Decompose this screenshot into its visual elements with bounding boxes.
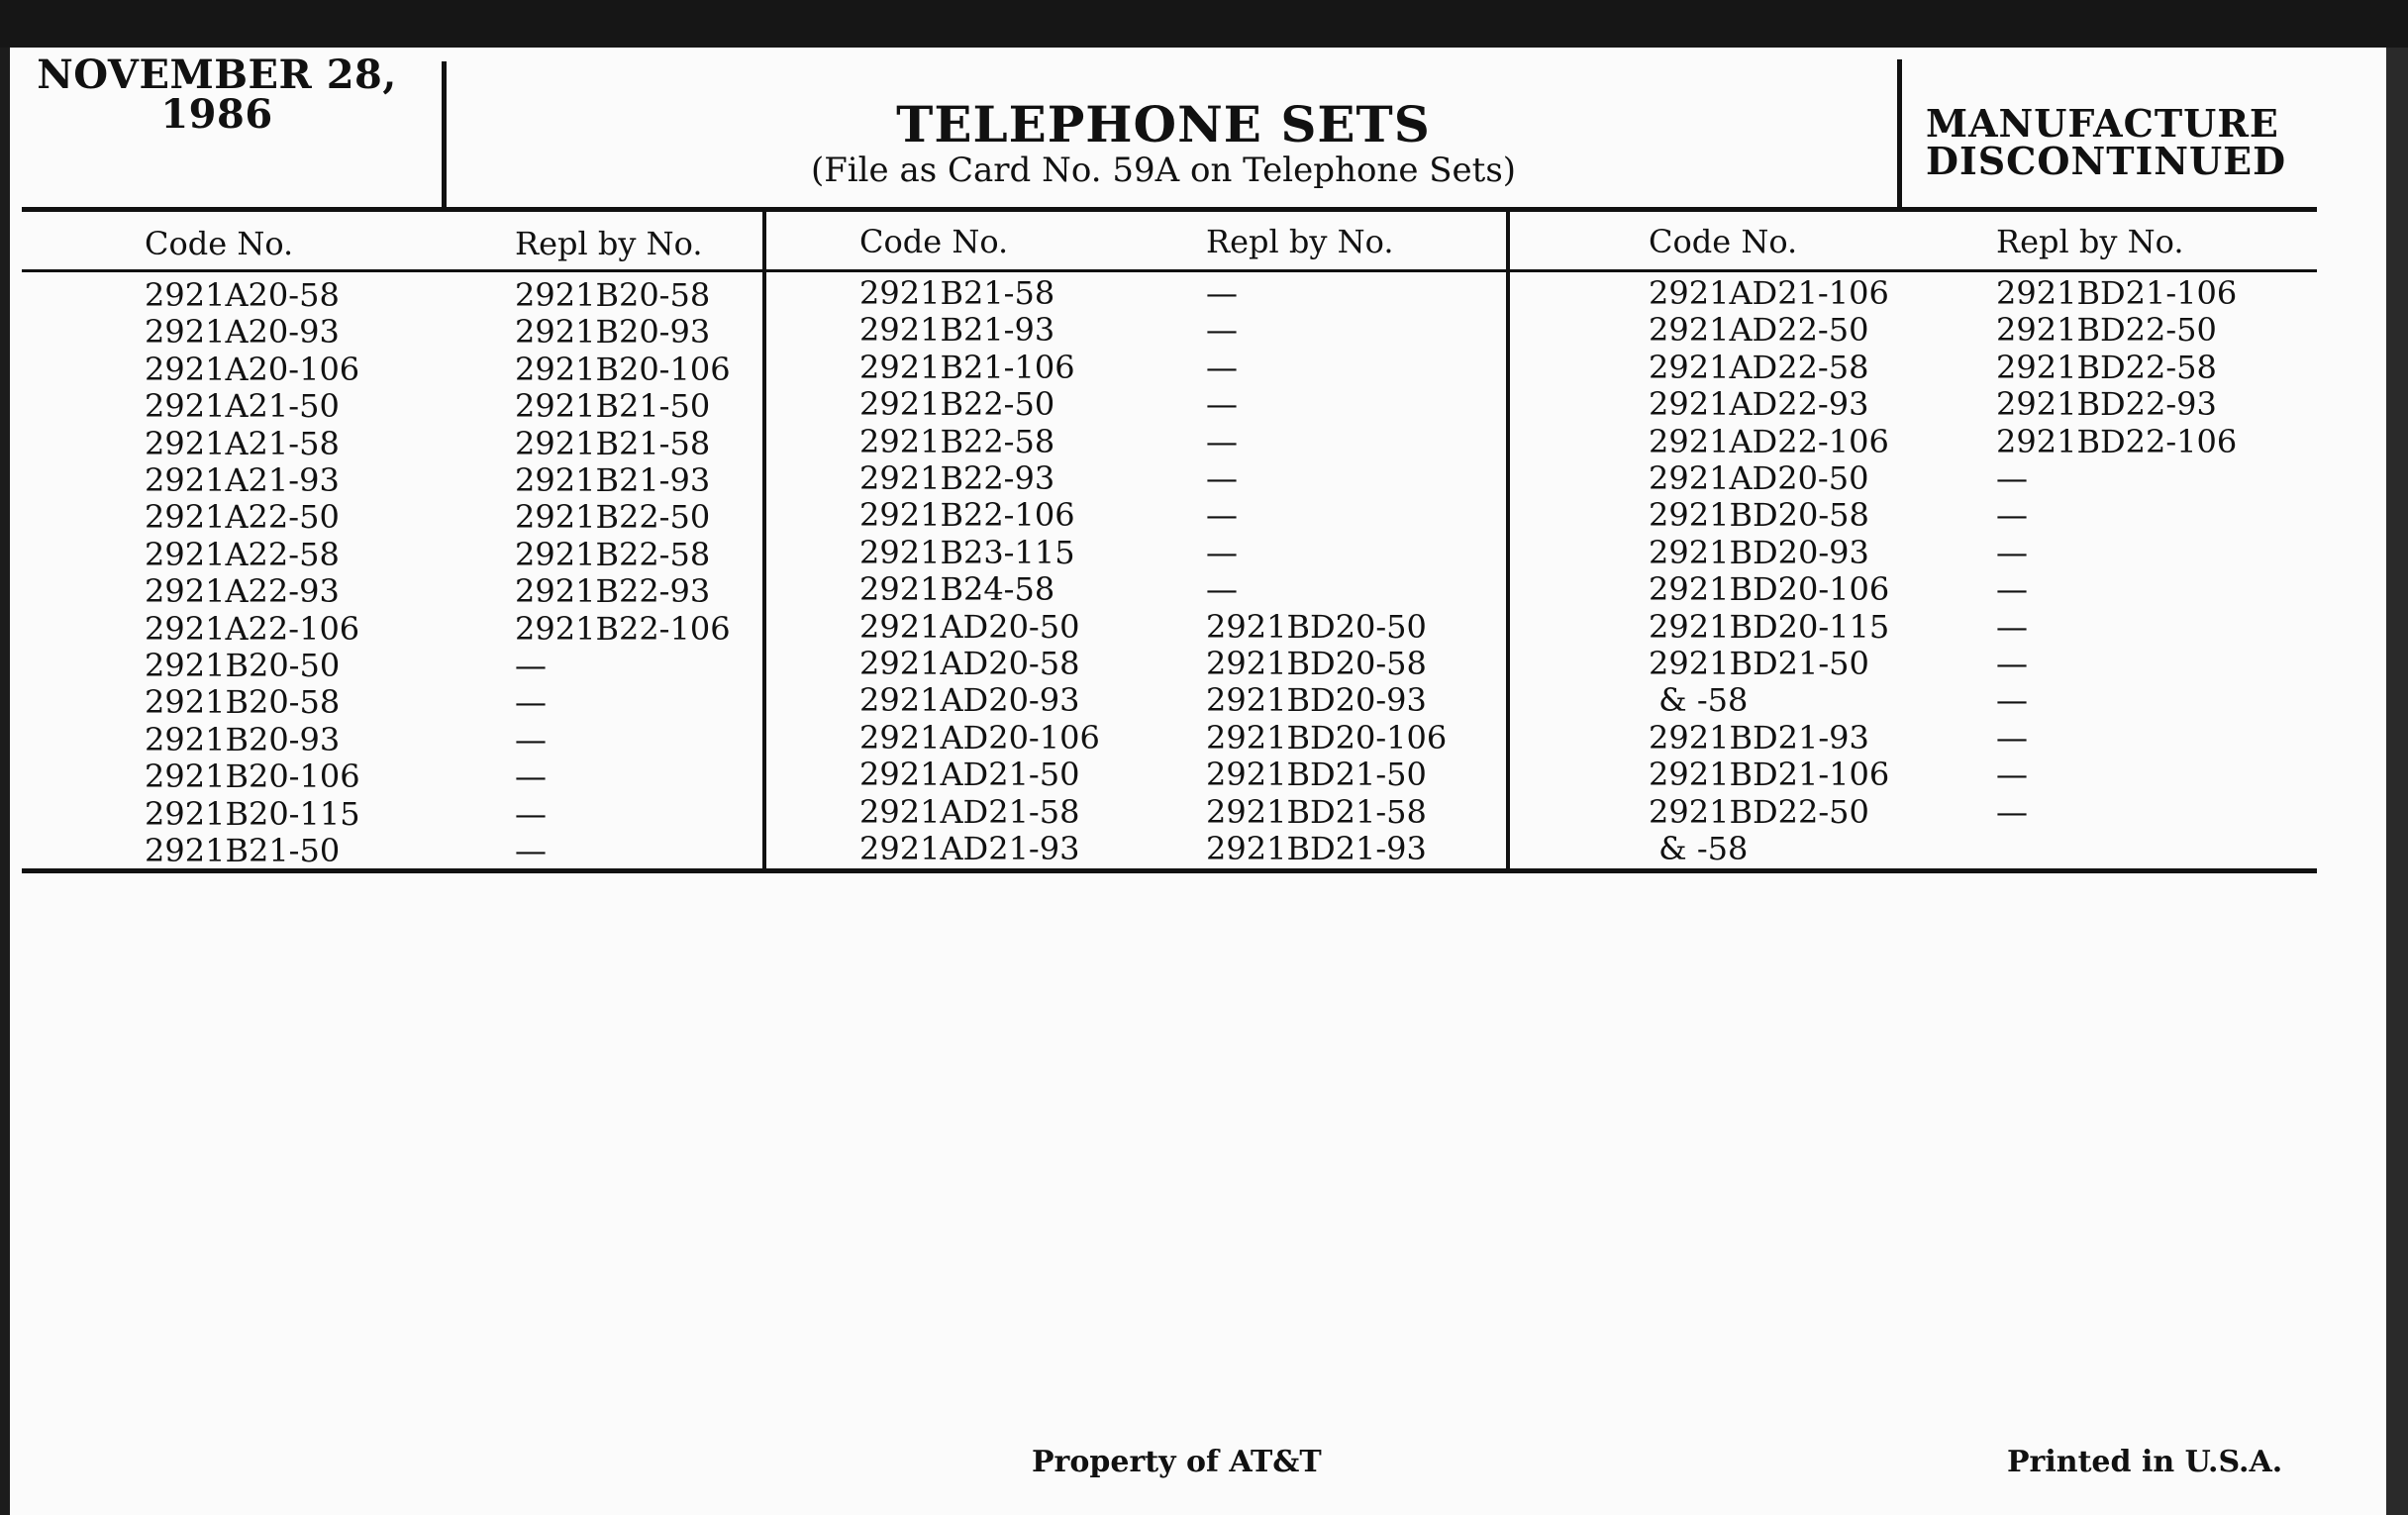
section-divider-1 (762, 210, 766, 871)
scan-right-border (2386, 48, 2408, 1515)
code-cell: 2921BD20-93 (1649, 533, 1869, 571)
repl-cell: — (515, 720, 547, 758)
repl-cell: — (1996, 496, 2028, 535)
repl-cell: — (1996, 570, 2028, 609)
code-cell: 2921B21-50 (145, 832, 341, 869)
code-cell: 2921B20-58 (145, 683, 341, 722)
repl-cell: 2921B20-106 (515, 350, 731, 388)
code-cell: 2921BD20-58 (1649, 496, 1869, 535)
section-2-repl-header: Repl by No. (1206, 223, 1394, 260)
table-bottom-rule (22, 868, 2317, 873)
date-line-2: 1986 (160, 91, 273, 138)
repl-cell: — (1206, 570, 1238, 609)
repl-cell: 2921B22-58 (515, 535, 711, 573)
status-line-1: MANUFACTURE (1926, 101, 2279, 146)
repl-cell: 2921B20-93 (515, 313, 711, 352)
repl-cell: — (1206, 348, 1238, 386)
repl-cell: — (515, 647, 547, 684)
code-cell: 2921A20-93 (145, 313, 340, 352)
code-cell: 2921B20-106 (145, 758, 360, 796)
code-cell: 2921B24-58 (859, 570, 1055, 609)
repl-cell: 2921B22-50 (515, 498, 711, 537)
section-2-code-header: Code No. (859, 223, 1009, 260)
repl-cell: 2921BD21-50 (1206, 756, 1427, 794)
column-header-rule (22, 269, 2317, 272)
footer-property: Property of AT&T (1032, 1445, 1322, 1479)
code-cell: 2921BD20-106 (1649, 570, 1890, 609)
header-divider-right (1897, 59, 1902, 208)
section-1-repl-header: Repl by No. (515, 225, 703, 262)
code-cell: 2921B21-106 (859, 348, 1075, 386)
code-cell: 2921AD20-106 (859, 718, 1100, 757)
repl-cell: 2921BD20-93 (1206, 681, 1427, 720)
repl-cell: 2921B21-50 (515, 387, 711, 426)
card-status (1926, 101, 2302, 183)
code-cell: 2921BD22-50 (1649, 792, 1869, 831)
repl-cell: 2921BD20-106 (1206, 718, 1448, 757)
repl-cell: — (515, 758, 547, 796)
code-cell: 2921B22-50 (859, 385, 1055, 424)
code-cell: & -58 (1649, 830, 1749, 867)
repl-cell: 2921BD20-58 (1206, 645, 1427, 682)
code-cell: 2921A20-106 (145, 350, 360, 388)
repl-cell: — (515, 683, 547, 722)
repl-cell: — (1206, 459, 1238, 497)
code-cell: 2921A22-93 (145, 572, 340, 611)
repl-cell: 2921B20-58 (515, 276, 711, 314)
card-date (14, 51, 420, 138)
code-cell: 2921B23-115 (859, 533, 1075, 571)
code-cell: 2921AD21-93 (859, 830, 1080, 867)
code-cell: 2921B22-93 (859, 459, 1055, 497)
catalog-card (10, 48, 2386, 1515)
card-title: TELEPHONE SETS (896, 95, 1431, 153)
section-3-repl-header: Repl by No. (1996, 223, 2184, 260)
repl-cell: 2921BD21-93 (1206, 830, 1427, 867)
code-cell: 2921B20-93 (145, 720, 341, 758)
repl-cell: — (1206, 533, 1238, 571)
repl-cell: 2921B21-58 (515, 424, 711, 462)
repl-cell: 2921BD20-50 (1206, 607, 1427, 646)
repl-cell: — (515, 794, 547, 833)
repl-cell: — (1996, 681, 2028, 720)
code-cell: 2921AD22-50 (1649, 311, 1869, 350)
code-cell: 2921AD21-106 (1649, 274, 1889, 312)
code-cell: 2921B21-93 (859, 311, 1055, 350)
code-cell: 2921A21-93 (145, 461, 340, 499)
code-cell: 2921A20-58 (145, 276, 340, 314)
code-cell: 2921A21-58 (145, 424, 340, 462)
repl-cell: — (1996, 459, 2028, 497)
code-cell: & -58 (1649, 681, 1749, 720)
code-cell: 2921B20-115 (145, 794, 360, 833)
code-cell: 2921BD21-50 (1649, 645, 1869, 682)
repl-cell: — (1996, 607, 2028, 646)
repl-cell: 2921BD21-106 (1996, 274, 2238, 312)
code-cell: 2921AD20-58 (859, 645, 1080, 682)
code-cell: 2921AD20-93 (859, 681, 1080, 720)
code-cell: 2921AD20-50 (859, 607, 1080, 646)
code-cell: 2921BD20-115 (1649, 607, 1890, 646)
repl-cell: — (1996, 533, 2028, 571)
code-cell: 2921AD21-50 (859, 756, 1080, 794)
status-line-2: DISCONTINUED (1926, 139, 2287, 183)
code-cell: 2921B22-58 (859, 422, 1055, 460)
code-cell: 2921A22-50 (145, 498, 340, 537)
header-bottom-rule (22, 207, 2317, 212)
code-cell: 2921B22-106 (859, 496, 1075, 535)
repl-cell: — (1206, 385, 1238, 424)
repl-cell: — (515, 832, 547, 869)
code-cell: 2921A22-58 (145, 535, 340, 573)
scan-top-border (0, 0, 2408, 48)
code-cell: 2921AD22-93 (1649, 385, 1869, 424)
section-1-code-header: Code No. (145, 225, 294, 262)
code-cell: 2921B21-58 (859, 274, 1055, 312)
repl-cell: — (1206, 422, 1238, 460)
card-subtitle: (File as Card No. 59A on Telephone Sets) (810, 151, 1517, 190)
code-cell: 2921A21-50 (145, 387, 340, 426)
repl-cell: 2921BD22-106 (1996, 422, 2238, 460)
repl-cell: — (1996, 718, 2028, 757)
repl-cell: — (1996, 645, 2028, 682)
section-divider-2 (1506, 210, 1510, 871)
repl-cell: — (1206, 274, 1238, 312)
date-line-1: NOVEMBER 28, (37, 51, 397, 98)
code-cell: 2921B20-50 (145, 647, 341, 684)
code-cell: 2921AD22-58 (1649, 348, 1869, 386)
repl-cell: — (1206, 496, 1238, 535)
card-title-block (436, 95, 1891, 190)
repl-cell: 2921B21-93 (515, 461, 711, 499)
repl-cell: 2921BD22-50 (1996, 311, 2217, 350)
code-cell: 2921A22-106 (145, 609, 360, 648)
repl-cell: 2921BD21-58 (1206, 792, 1427, 831)
code-cell: 2921BD21-106 (1649, 756, 1890, 794)
repl-cell: 2921B22-106 (515, 609, 731, 648)
repl-cell: 2921BD22-58 (1996, 348, 2217, 386)
code-cell: 2921AD22-106 (1649, 422, 1889, 460)
repl-cell: — (1206, 311, 1238, 350)
section-3-code-header: Code No. (1649, 223, 1798, 260)
repl-cell: — (1996, 756, 2028, 794)
code-cell: 2921AD21-58 (859, 792, 1080, 831)
footer-printed: Printed in U.S.A. (2007, 1445, 2283, 1479)
repl-cell: 2921B22-93 (515, 572, 711, 611)
code-cell: 2921BD21-93 (1649, 718, 1869, 757)
repl-cell: — (1996, 792, 2028, 831)
code-cell: 2921AD20-50 (1649, 459, 1869, 497)
repl-cell: 2921BD22-93 (1996, 385, 2217, 424)
